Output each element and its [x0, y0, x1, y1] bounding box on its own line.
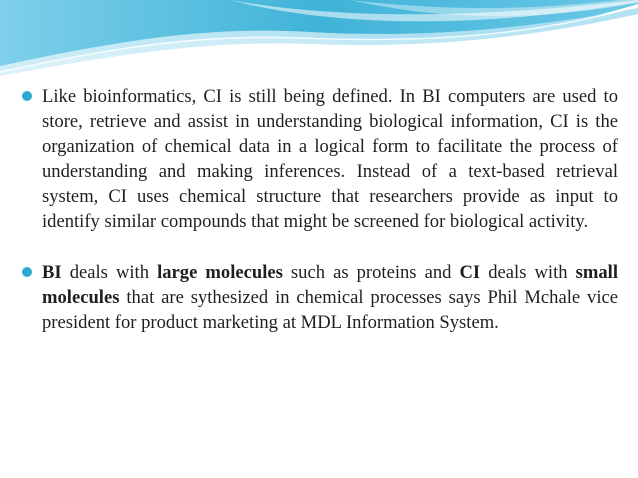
- term-large-molecules: large molecules: [157, 261, 283, 283]
- term-bi: BI: [42, 261, 62, 283]
- bullet-item-bi-vs-ci: [22, 260, 618, 335]
- bullet-item-ci-definition: [22, 84, 618, 235]
- bullet-dot-icon: [22, 267, 32, 277]
- bullet-dot-icon: [22, 91, 32, 101]
- bullet-text-segment: deals with: [61, 261, 158, 283]
- bullet-text-segment: deals with: [480, 261, 576, 283]
- slide-content: [22, 84, 618, 335]
- bullet-text-segment: such as proteins and: [282, 261, 460, 283]
- header-wave-decoration: [0, 0, 638, 80]
- bullet-text-segment: that are sythesized in chemical processes says Phil Mchale vice president for product marketing at MDL Information System.: [42, 286, 618, 333]
- term-small-molecules: small molecules: [42, 261, 618, 308]
- bullet-text: Like bioinformatics, CI is still being defined. In BI computers are used to store, retrieve and assist in understanding biological information, CI is the organization of chemical data in a logical form to facilitate the process of understanding and making inferences. Instead of a text-based retrieval system, CI uses chemical structure that researchers provide as input to identify similar compounds that might be screened for biological activity.: [42, 86, 618, 233]
- term-ci: CI: [459, 261, 481, 283]
